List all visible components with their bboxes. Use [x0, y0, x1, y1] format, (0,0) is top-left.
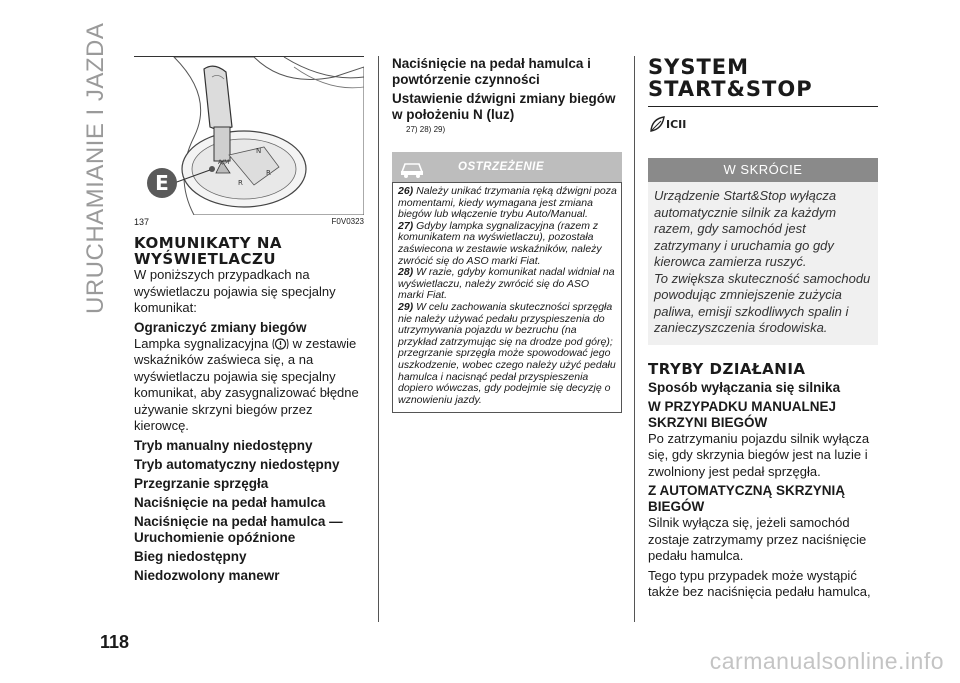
watermark: carmanualsonline.info: [709, 648, 944, 674]
warning-text: Gdyby lampka sygnalizacyjna (razem z komunikatem na wyświetlaczu), pozostała zaświecona w zestawie wskaźników, należy zwrócić się do ASO marki Fiat.: [398, 219, 602, 267]
svg-text:N: N: [256, 147, 262, 155]
automatic-gearbox-paragraph: Silnik wyłącza się, jeżeli samochód zostaje zatrzymamy przez naciśnięcie pedału hamulca.: [648, 515, 867, 563]
figure-callout-label: E: [155, 171, 169, 195]
summary-paragraph: To zwiększa skuteczność samochodu powodując zmniejszenie zużycia paliwa, emisji szkodliwych spalin i zanieczyszczenia środowiska.: [654, 270, 871, 335]
warning-number: 27): [398, 219, 414, 232]
summary-paragraph: Urządzenie Start&Stop wyłącza automatycznie silnik za każdym razem, gdy samochód jest zatrzymany i uruchamia go gdy kierowca zamierza ruszyć.: [654, 188, 837, 269]
car-warning-icon: [398, 158, 426, 178]
chapter-side-tab: [80, 22, 109, 314]
warning-item: [398, 186, 617, 221]
warning-header: [392, 152, 622, 182]
figure-code: F0V0323: [331, 217, 364, 226]
message-item: Bieg niedostępny: [134, 548, 247, 564]
message-item: Przegrzanie sprzęgła: [134, 475, 269, 491]
section-heading-messages: KOMUNIKATY NA WYŚWIETLACZU: [134, 234, 282, 268]
message-item: Naciśnięcie na pedał hamulca — Uruchomienie opóźnione: [134, 513, 343, 545]
heading-line: SYSTEM: [648, 55, 750, 79]
heading-rule: [648, 106, 878, 107]
svg-text:A/M: A/M: [218, 159, 230, 166]
messages-intro: W poniższych przypadkach na wyświetlaczu pojawia się specjalny komunikat:: [134, 267, 336, 315]
chapter-side-tab-text: URUCHAMIANIE I JAZDA: [82, 22, 109, 314]
warning-item: [398, 267, 617, 302]
column-2: [392, 56, 622, 413]
section-heading-start-stop: [648, 56, 878, 100]
gear-lever-illustration: [134, 57, 364, 215]
column-1: [134, 56, 364, 584]
warning-number: 28): [398, 266, 414, 279]
subheading-manual-gearbox: W PRZYPADKU MANUALNEJ SKRZYNI BIEGÓW: [648, 398, 836, 430]
warning-item: [398, 302, 617, 406]
gear-lever-figure: [134, 56, 364, 227]
manual-gearbox-paragraph: Po zatrzymaniu pojazdu silnik wyłącza się, gdy skrzynia biegów jest na luzie i zwolniony jest pedał sprzęgła.: [648, 430, 870, 479]
summary-header: W SKRÓCIE: [648, 158, 878, 182]
column-divider: [378, 56, 379, 622]
subheading-limit-gear-changes: Ograniczyć zmiany biegów: [134, 319, 307, 335]
page-number: 118: [100, 632, 130, 652]
message-item: Tryb automatyczny niedostępny: [134, 456, 340, 472]
heading-line: START&STOP: [648, 77, 813, 101]
warning-references: 27) 28) 29): [406, 125, 446, 134]
column-3: [648, 56, 878, 601]
subheading-lever-neutral: Ustawienie dźwigni zmiany biegów w położeniu N (luz): [392, 91, 616, 122]
message-item: Naciśnięcie na pedał hamulca: [134, 494, 326, 510]
svg-text:ICII: ICII: [666, 118, 687, 131]
figure-number: 137: [134, 217, 150, 227]
warning-box: [392, 182, 622, 413]
gearbox-warning-icon: [272, 337, 289, 351]
section-heading-modes: TRYBY DZIAŁANIA: [648, 359, 806, 378]
subheading-press-brake-repeat: Naciśnięcie na pedał hamulca i powtórzenie czynności: [392, 56, 591, 87]
automatic-gearbox-paragraph-2: Tego typu przypadek może wystąpić także bez naciśnięcia pedału hamulca,: [648, 567, 871, 599]
warning-title: OSTRZEŻENIE: [458, 161, 545, 173]
svg-text:R: R: [266, 169, 271, 177]
subheading-engine-off-method: Sposób wyłączania się silnika: [648, 379, 841, 395]
message-item: Niedozwolony manewr: [134, 567, 280, 583]
warning-number: 29): [398, 300, 414, 313]
warning-item: [398, 221, 617, 267]
warning-number: 26): [398, 185, 414, 197]
warning-light-paragraph: [134, 336, 364, 435]
paragraph-text-before-icon: Lampka sygnalizacyjna: [134, 335, 269, 351]
warning-text: Należy unikać trzymania ręką dźwigni poza momentami, kiedy wymagana jest zmiana biegów lub włączenie trybu Auto/Manual.: [398, 185, 617, 221]
column-divider: [634, 56, 635, 622]
summary-box: [648, 182, 878, 345]
svg-text:R: R: [238, 179, 243, 187]
paragraph-text-after-icon: w zestawie wskaźników zaświeca się, a na wyświetlaczu pojawia się specjalny komunikat, aby zasygnalizować błędne używanie skrzyni biegów przez kierowcę.: [134, 335, 359, 433]
eco-leaf-icon: [648, 113, 688, 135]
warning-text: W razie, gdyby komunikat nadal widniał na wyświetlaczu, należy zwrócić się do ASO marki Fiat.: [398, 266, 615, 302]
subheading-automatic-gearbox: Z AUTOMATYCZNĄ SKRZYNIĄ BIEGÓW: [648, 483, 845, 514]
warning-text: W celu zachowania skuteczności sprzęgła nie należy używać pedału przyspieszenia do utrzymywania pojazdu w bezruchu (na przykład zatrzymując się na drodze pod górę); przegrzanie sprzęgła może spowodować jego uszkodzenie, wobec czego należy użyć pedału hamulca i nacisnąć pedał przyspieszenia dopiero wówczas, gdy podejmie się decyzję o wznowieniu jazdy.: [398, 300, 616, 406]
message-item: Tryb manualny niedostępny: [134, 437, 313, 453]
